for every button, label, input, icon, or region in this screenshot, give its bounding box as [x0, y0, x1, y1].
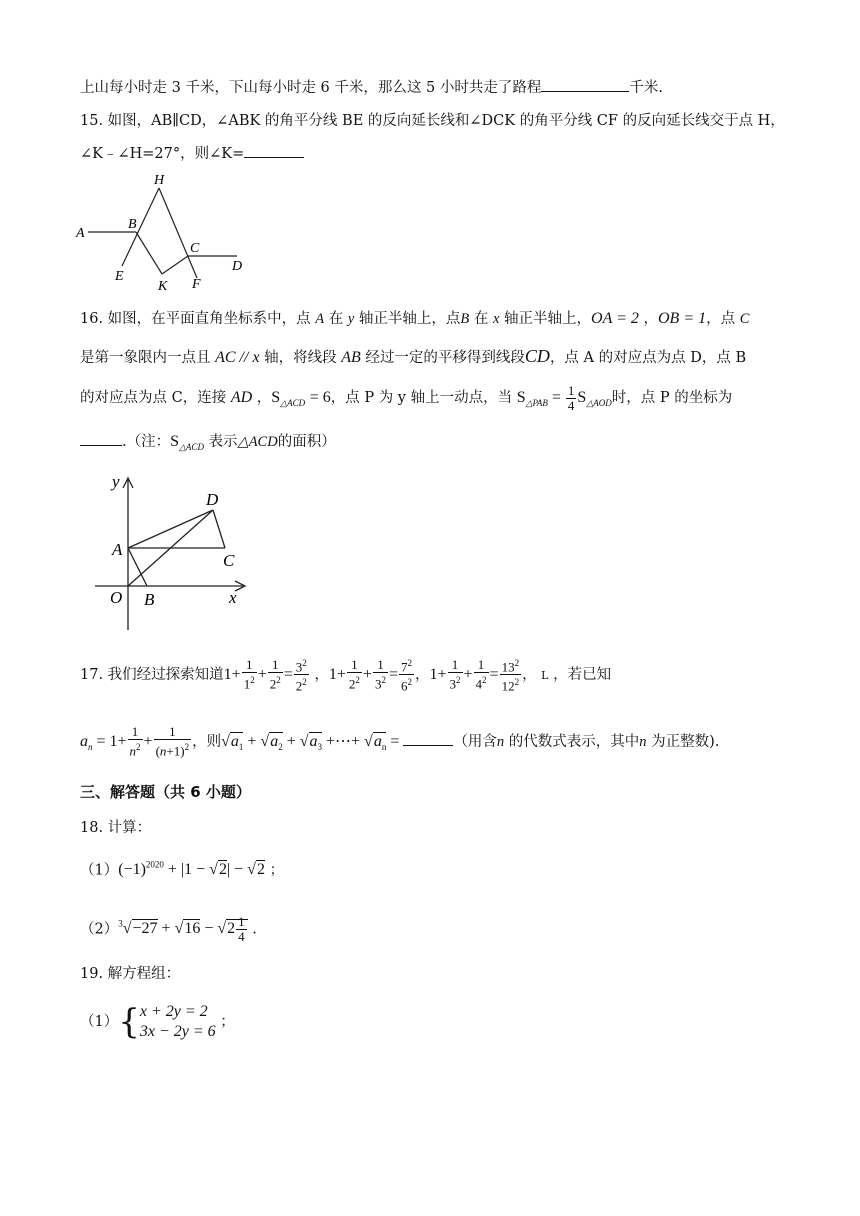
- question-15-line-2: ∠K﹣∠H=27°，则∠K=: [80, 142, 304, 164]
- axis-label-y: y: [112, 472, 120, 491]
- figure-16: [95, 470, 265, 640]
- label-O: O: [110, 588, 123, 607]
- question-16-line-1: 16. 如图，在平面直角坐标系中，点 A 在 y 轴正半轴上，点B 在 x 轴正半轴上，OA = 2 ，OB = 1，点 C: [80, 310, 750, 327]
- label-A: A: [112, 540, 123, 559]
- question-16-line-4: .（注：$S_{\triangle ACD}$ 表示△ACD的面积）: [80, 430, 336, 457]
- question-17-line-1: 17. 我们经过探索知道1+ $\frac{1}{1^2}$ + $\frac{1}{2^2}$ = $\frac{3^2}{2^2}$ ，1+ $\frac{1}{2^2}$ + $\frac{1}{3^2}$ = $\frac{7^2}{6^2}$ ，1+ $\frac{1}{3^2}$ + $\frac{1}{4^2}$ = $\frac{13^2}{12^2}$ ， L ，若已知: [80, 657, 612, 694]
- label-B: B: [128, 217, 137, 232]
- label-D: D: [232, 259, 243, 274]
- label-F: F: [192, 277, 201, 292]
- question-15-line-1: 15. 如图，AB∥CD，∠ABK 的角平分线 BE 的反向延长线和∠DCK 的角平分线 CF 的反向延长线交于点 H，: [80, 113, 785, 129]
- question-18-part-1: $(1)(-1)^{2020} + |1 - √2| - √2$ ；: [80, 860, 285, 879]
- label-C: C: [223, 551, 235, 570]
- label-A: A: [76, 226, 85, 241]
- question-18-part-2: $(2)^3√-27 + √16 - √2$ $\frac{1}{4}$ .: [80, 914, 257, 945]
- question-19-title: 19. 解方程组：: [80, 966, 181, 982]
- label-E: E: [115, 269, 124, 284]
- question-14-tail: 上山每小时走 3 千米，下山每小时走 6 千米，那么这 5 小时共走了路程 千米.: [80, 76, 663, 98]
- label-B: B: [144, 590, 155, 609]
- axis-label-x: x: [229, 588, 237, 607]
- question-19-part-1: （1）{ x + 2y = 2 3x − 2y = 6 ；: [80, 1002, 235, 1042]
- label-H: H: [154, 173, 165, 188]
- label-K: K: [158, 279, 168, 294]
- question-17-line-2: $a_n = 1+$ $\frac{1}{n^2}$ + $\frac{1}{(n+1)^2}$ ，则$√a_1 + √a_2 + √a_3$ +⋯+ $√a_n$ = （用含n 的代数式表示，其中n 为正整数).: [80, 724, 720, 759]
- question-16-line-3: 的对应点为点 C，连接 AD ，$S_{\triangle ACD} = 6$，点 P 为 y 轴上一动点，当 $S_{\triangle PAB}$ = $\frac{1}{4}$ $S_{\triangle AOD}$时，点 P 的坐标为: [80, 382, 733, 413]
- question-18-title: 18. 计算：: [80, 820, 152, 836]
- label-D: D: [206, 490, 219, 509]
- question-16-line-2: 是第一象限内一点且 AC // x 轴，将线段 AB 经过一定的平移得到线段CD，点 A 的对应点为点 D，点 B: [80, 346, 747, 366]
- label-C: C: [190, 241, 200, 256]
- section-3-heading: 三、解答题（共 6 小题）: [80, 783, 251, 801]
- figure-15: [70, 168, 260, 296]
